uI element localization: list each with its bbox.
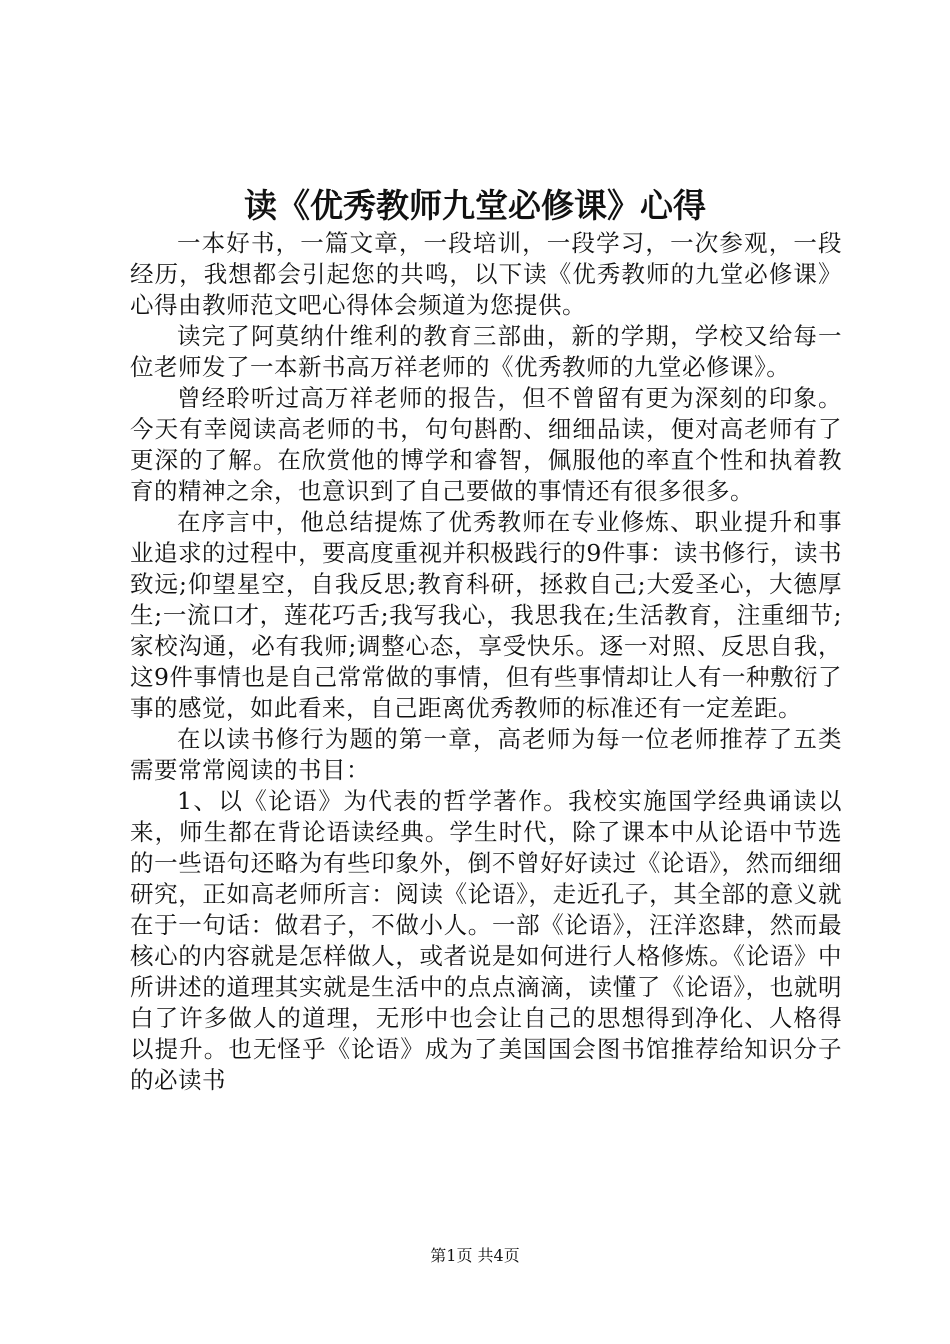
document-title: 读《优秀教师九堂必修课》心得 (244, 186, 706, 225)
document-body (130, 228, 842, 1096)
page-footer: 第1页 共4页 (430, 1246, 520, 1265)
paragraph-new-book: 读完了阿莫纳什维利的教育三部曲，新的学期，学校又给每一位老师发了一本新书高万祥老师的《优秀教师的九堂必修课》。 (130, 322, 842, 381)
paragraph-intro: 一本好书，一篇文章，一段培训，一段学习，一次参观，一段经历，我想都会引起您的共鸣，以下读《优秀教师的九堂必修课》心得由教师范文吧心得体会频道为您提供。 (130, 229, 842, 319)
paragraph-impression: 曾经聆听过高万祥老师的报告，但不曾留有更为深刻的印象。今天有幸阅读高老师的书，句句斟酌、细细品读，便对高老师有了更深的了解。在欣赏他的博学和睿智，佩服他的率直个性和执着教育的精神之余，也意识到了自己要做的事情还有很多很多。 (130, 384, 842, 505)
paragraph-preface: 在序言中，他总结提炼了优秀教师在专业修炼、职业提升和事业追求的过程中，要高度重视并积极践行的9件事：读书修行，读书致远;仰望星空，自我反思;教育科研，拯救自己;大爱圣心，大德厚生;一流口才，莲花巧舌;我写我心，我思我在;生活教育，注重细节;家校沟通，必有我师;调整心态，享受快乐。逐一对照、反思自我，这9件事情也是自己常常做的事情，但有些事情却让人有一种敷衍了事的感觉，如此看来，自己距离优秀教师的标准还有一定差距。 (130, 508, 842, 722)
paragraph-item-analects: 1、以《论语》为代表的哲学著作。我校实施国学经典诵读以来，师生都在背论语读经典。学生时代，除了课本中从论语中节选的一些语句还略为有些印象外，倒不曾好好读过《论语》，然而细细研究，正如高老师所言：阅读《论语》，走近孔子，其全部的意义就在于一句话：做君子，不做小人。一部《论语》，汪洋恣肆，然而最核心的内容就是怎样做人，或者说是如何进行人格修炼。《论语》中所讲述的道理其实就是生活中的点点滴滴，读懂了《论语》，也就明白了许多做人的道理，无形中也会让自己的思想得到净化、人格得以提升。也无怪乎《论语》成为了美国国会图书馆推荐给知识分子的必读书 (130, 787, 842, 1094)
paragraph-chapter-one: 在以读书修行为题的第一章，高老师为每一位老师推荐了五类需要常常阅读的书目： (130, 725, 842, 784)
